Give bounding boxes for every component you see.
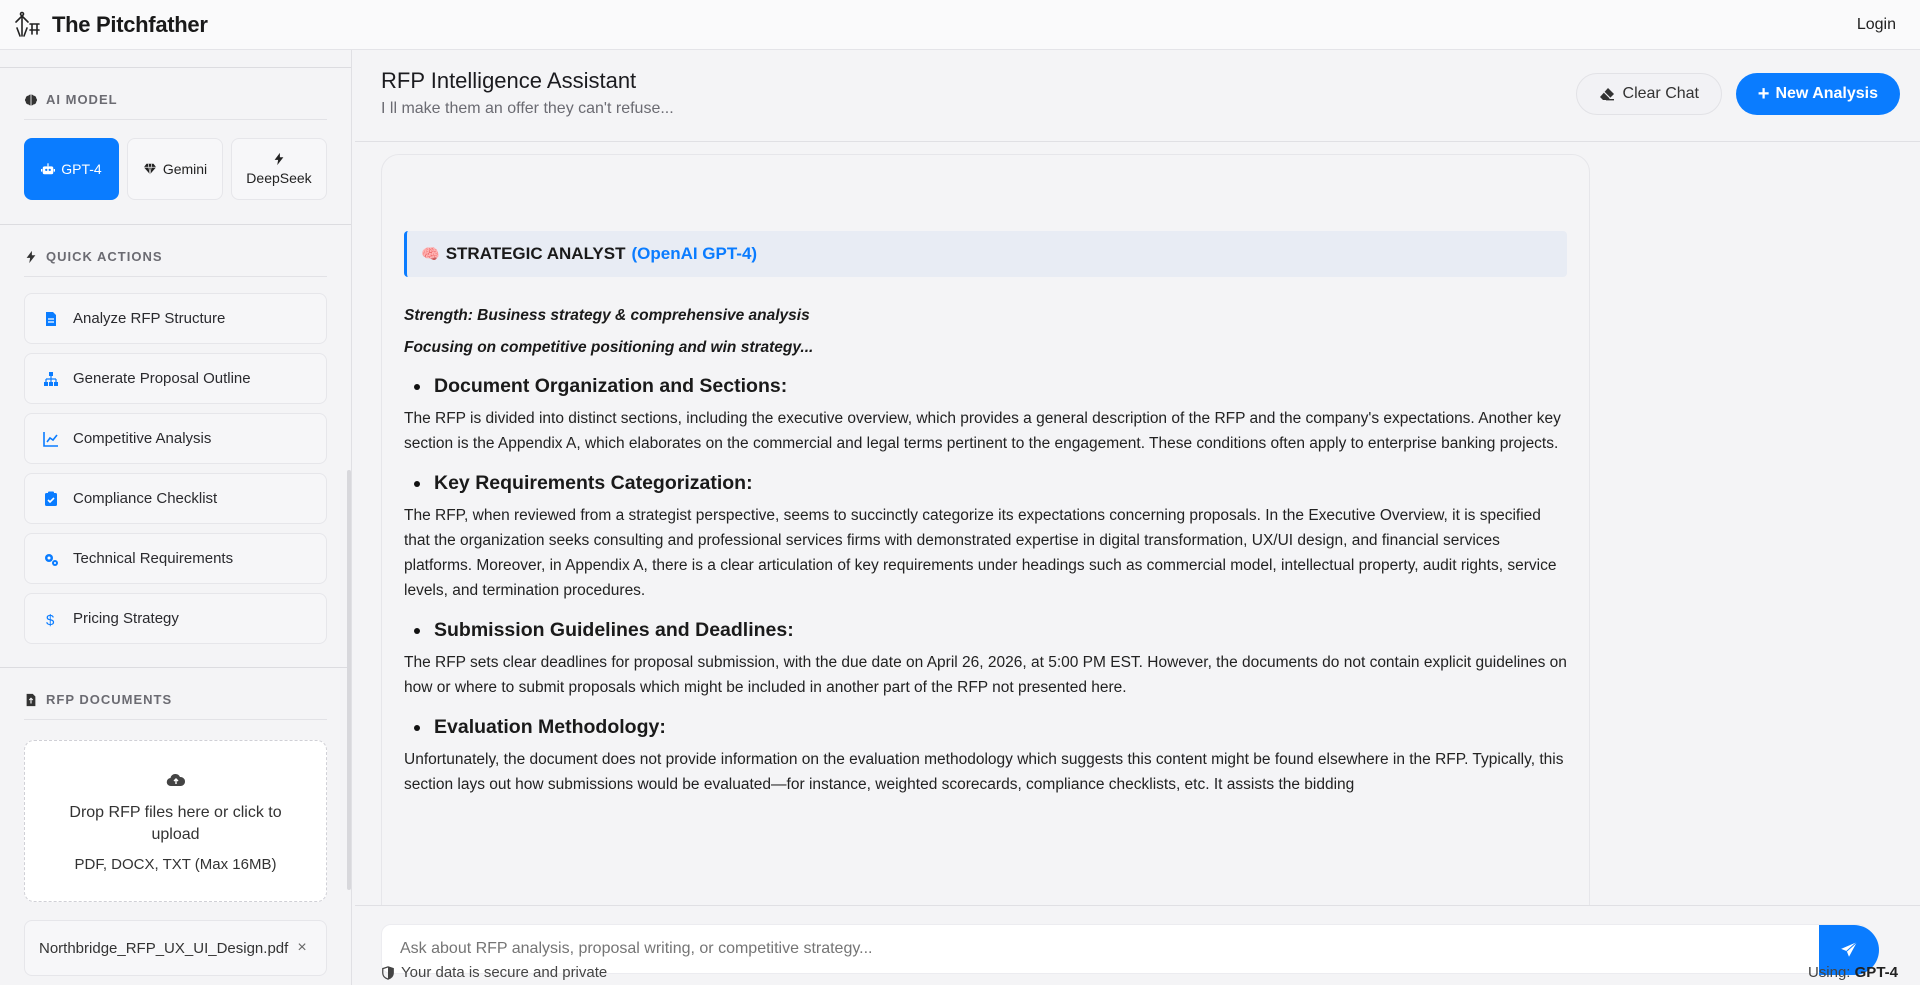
section-heading: Evaluation Methodology: (404, 716, 1567, 739)
model-gemini-button[interactable] (127, 138, 223, 200)
quick-actions-list (24, 293, 327, 644)
dropzone-hint: PDF, DOCX, TXT (Max 16MB) (74, 855, 277, 873)
brain-icon (24, 93, 38, 107)
quick-action-label: Competitive Analysis (73, 430, 212, 447)
quick-action-label: Pricing Strategy (73, 610, 179, 627)
model-label: DeepSeek (246, 170, 312, 186)
shield-icon (381, 966, 395, 980)
page-subtitle: I ll make them an offer they can't refuse... (381, 100, 674, 117)
section-heading: Document Organization and Sections: (404, 375, 1567, 398)
quick-action-label: Technical Requirements (73, 550, 234, 567)
chat-area[interactable] (355, 142, 1920, 905)
dollar-icon (43, 611, 59, 627)
remove-file-button[interactable]: × (297, 939, 307, 956)
model-indicator (1808, 964, 1898, 981)
quick-action-pricing-strategy[interactable] (24, 593, 327, 644)
svg-text:$: $ (46, 611, 55, 627)
section-body: The RFP sets clear deadlines for proposal submission, with the due date on April 26, 2026, at 5:00 PM EST. However, the documents do not contain explicit guidelines on how or where to submit proposals which might be included in another part of the RFP not presented here. (404, 654, 1567, 696)
gem-icon (143, 162, 157, 176)
persona-name: STRATEGIC ANALYST (445, 244, 626, 263)
quick-action-proposal-outline[interactable] (24, 353, 327, 404)
dropzone-text: Drop RFP files here or click to upload (69, 803, 282, 843)
model-selector (24, 138, 327, 200)
rfp-documents-title: RFP DOCUMENTS (46, 692, 173, 707)
model-label: Gemini (162, 161, 208, 177)
sitemap-icon (43, 371, 59, 387)
top-bar (0, 0, 1920, 50)
persona-banner (404, 231, 1567, 277)
plus-icon: + (1757, 83, 1770, 105)
clipboard-check-icon (43, 491, 59, 507)
rfp-documents-heading (24, 680, 327, 720)
chart-line-icon (43, 431, 59, 447)
security-note (381, 964, 607, 981)
focus-line: Focusing on competitive positioning and win strategy... (404, 339, 814, 356)
quick-actions-heading (24, 237, 327, 277)
brand-name: The Pitchfather (52, 11, 208, 37)
divider (0, 67, 351, 68)
quick-actions-section (0, 237, 351, 644)
sidebar (0, 50, 352, 985)
file-name: Northbridge_RFP_UX_UI_Design.pdf (39, 939, 289, 957)
robot-icon (41, 162, 55, 176)
cloud-upload-icon (166, 770, 186, 790)
main-header (355, 50, 1920, 142)
model-deepseek-button[interactable] (231, 138, 327, 200)
chat-input[interactable] (382, 940, 1867, 958)
rfp-documents-section (0, 680, 351, 976)
quick-action-compliance-checklist[interactable] (24, 473, 327, 524)
using-label: Using: (1807, 964, 1851, 981)
quick-action-technical-requirements[interactable] (24, 533, 327, 584)
uploaded-file (24, 920, 327, 976)
file-upload-icon (24, 693, 38, 707)
paper-plane-icon (1840, 941, 1858, 959)
section-body: Unfortunately, the document does not provide information on the evaluation methodology which suggests this content might be found elsewhere in the RFP. Typically, this section lays out how submissions would be evaluated—for instance, weighted scorecards, compliance checklists, etc. It assists the bidding (404, 751, 1564, 793)
sidebar-scrollbar[interactable] (347, 470, 351, 890)
brain-icon: 🧠 (421, 246, 440, 263)
logo-icon (12, 10, 42, 40)
bolt-icon (24, 250, 38, 264)
clear-chat-button[interactable] (1576, 73, 1722, 115)
persona-model: (OpenAI GPT-4) (631, 244, 758, 263)
ai-model-title: AI MODEL (46, 92, 118, 107)
section-body: The RFP is divided into distinct sections, including the executive overview, which provides a general description of the RFP and the company's expectations. Another key section is the Appendix A, which elaborates on the commercial and legal terms pertinent to the engagement. These conditions often apply to enterprise banking projects. (404, 410, 1561, 452)
login-link[interactable]: Login (1856, 15, 1896, 33)
eraser-icon (1599, 86, 1615, 102)
quick-action-competitive-analysis[interactable] (24, 413, 327, 464)
ai-model-section (0, 80, 351, 200)
new-analysis-label: New Analysis (1775, 85, 1878, 102)
strength-line: Strength: Business strategy & comprehensive analysis (404, 307, 810, 324)
quick-action-label: Analyze RFP Structure (73, 310, 226, 327)
new-analysis-button[interactable] (1736, 73, 1900, 115)
ai-model-heading (24, 80, 327, 120)
quick-action-label: Compliance Checklist (73, 490, 218, 507)
quick-actions-title: QUICK ACTIONS (46, 249, 163, 264)
quick-action-label: Generate Proposal Outline (73, 370, 251, 387)
file-icon (43, 311, 59, 327)
main-panel (355, 50, 1920, 985)
security-text: Your data is secure and private (401, 964, 608, 981)
divider (0, 224, 351, 225)
section-body: The RFP, when reviewed from a strategist perspective, seems to succinctly categorize its expectations concerning proposals. In the Executive Overview, it is specified that the organization seeks consulting and professional services firms with demonstrated expertise in digital transformation, UX/UI design, and financial services platforms. Moreover, in Appendix A, there is a clear articulation of key requirements under headings such as commercial model, intellectual property, audit rights, service levels, and termination procedures. (404, 507, 1557, 599)
divider (0, 667, 351, 668)
clear-chat-label: Clear Chat (1622, 85, 1699, 102)
section-heading: Key Requirements Categorization: (404, 472, 1567, 495)
page-title: RFP Intelligence Assistant (381, 68, 637, 93)
using-model: GPT-4 (1854, 964, 1898, 981)
cogs-icon (43, 551, 59, 567)
assistant-message (381, 154, 1590, 905)
section-heading: Submission Guidelines and Deadlines: (404, 619, 1567, 642)
model-gpt4-button[interactable] (24, 138, 119, 200)
model-label: GPT-4 (61, 161, 102, 177)
quick-action-analyze-rfp[interactable] (24, 293, 327, 344)
file-dropzone[interactable] (24, 740, 327, 902)
bolt-icon (272, 152, 286, 166)
